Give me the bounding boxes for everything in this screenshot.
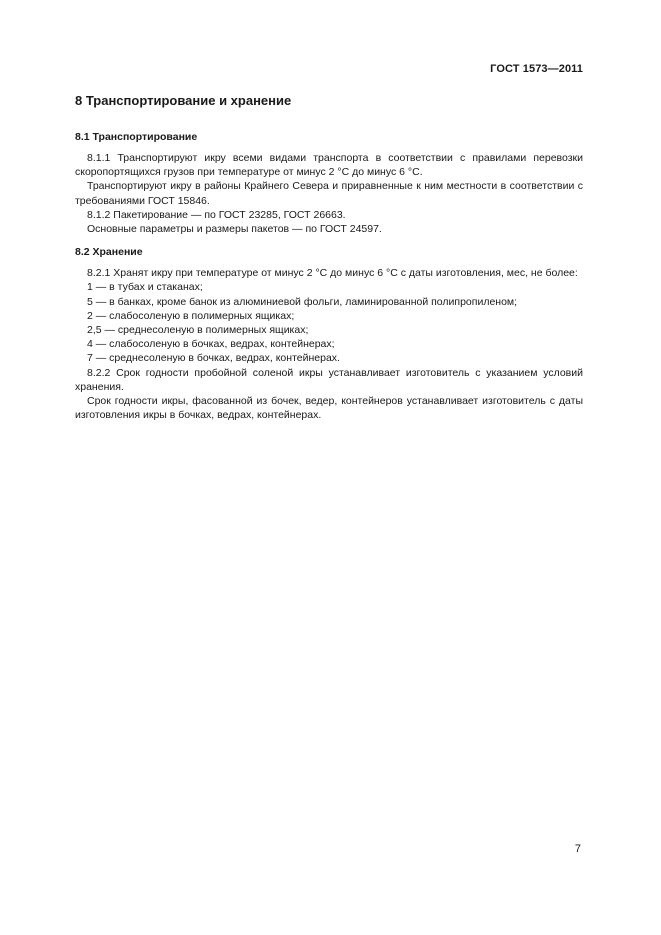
list-item: 5 — в банках, кроме банок из алюминиевой фольги, ламинированной полипропиленом; (87, 295, 518, 308)
list-item: 1 — в тубах и стаканах; (87, 281, 203, 294)
subsection-title-storage: 8.2 Хранение (75, 246, 143, 259)
paragraph-package-params: Основные параметры и размеры пакетов — по ГОСТ 24597. (87, 223, 382, 236)
document-code: ГОСТ 1573—2011 (490, 63, 583, 75)
paragraph-transport-north: Транспортируют икру в районы Крайнего Севера и приравненные к ним местности в соответствии с требованиями ГОСТ 15846. (75, 180, 583, 207)
document-body (75, 92, 583, 422)
subsection-title-transport: 8.1 Транспортирование (75, 131, 198, 143)
paragraph-8-2-2: 8.2.2 Срок годности пробойной соленой икры устанавливает изготовитель с указанием условий хранения. (75, 366, 583, 393)
paragraph-8-2-1: 8.2.1 Хранят икру при температуре от минус 2 °С до минус 6 °С с даты изготовления, мес, не более: (87, 267, 578, 280)
paragraph-shelf-life: Срок годности икры, фасованной из бочек, ведер, контейнеров устанавливает изготовитель с даты изготовления икры в бочках, ведрах, контейнерах. (75, 395, 583, 422)
page-number: 7 (574, 843, 581, 855)
list-item: 2,5 — среднесоленую в полимерных ящиках; (87, 324, 309, 337)
paragraph-8-1-1: 8.1.1 Транспортируют икру всеми видами транспорта в соответствии с правилами перевозки скоропортящихся грузов при температуре от минус 2 °С до минус 6 °С. (75, 152, 583, 179)
paragraph-8-1-2: 8.1.2 Пакетирование — по ГОСТ 23285, ГОСТ 26663. (87, 208, 346, 221)
list-item: 7 — среднесоленую в бочках, ведрах, контейнерах. (87, 352, 340, 365)
section-title: 8 Транспортирование и хранение (75, 93, 292, 108)
list-item: 2 — слабосоленую в полимерных ящиках; (87, 309, 295, 322)
list-item: 4 — слабосоленую в бочках, ведрах, контейнерах; (87, 338, 335, 351)
